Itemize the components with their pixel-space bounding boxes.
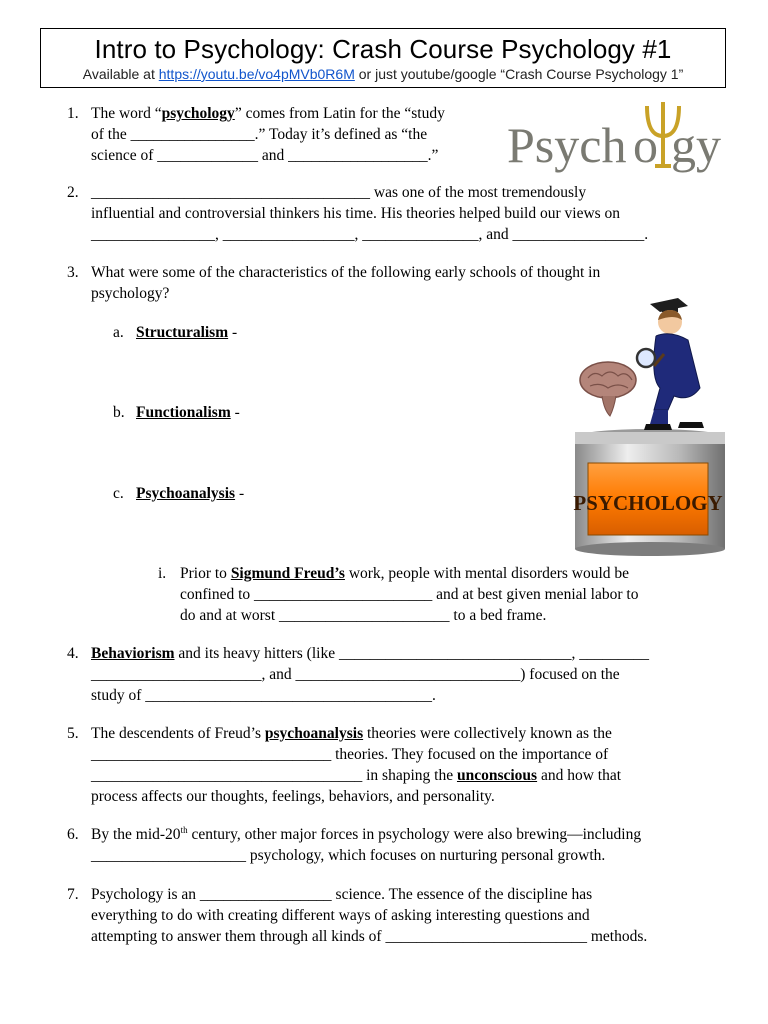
q5-text-a: The descendents of Freud’s: [91, 725, 265, 742]
brain-icon: [580, 362, 636, 416]
item-letter: a.: [113, 324, 124, 341]
question-4-line-1: [91, 643, 737, 664]
header-box: [40, 28, 726, 88]
item-dash: -: [230, 404, 240, 421]
question-5-line-4: process affects our thoughts, feelings, behaviors, and personality.: [91, 788, 495, 805]
q5-text-b: theories were collectively known as the: [363, 725, 612, 742]
question-number: 3.: [67, 264, 79, 281]
psychology-jar-clipart: [570, 292, 730, 557]
school-psychoanalysis: [113, 483, 244, 504]
q5-text-e: and how that: [537, 767, 622, 784]
svg-text:Psych: Psych: [507, 117, 627, 173]
question-7-line-2: everything to do with creating different ways of asking interesting questions and: [91, 907, 590, 924]
header-sub-prefix: Available at: [82, 66, 159, 82]
question-2-line-1: ____________________________________ was one of the most tremendously: [91, 184, 587, 201]
question-3-line-1: What were some of the characteristics of the following early schools of thought in: [91, 264, 601, 281]
psychology-logo: [505, 98, 725, 182]
question-4-line-2: ______________________, and _____________________________) focused on the: [91, 666, 620, 683]
svg-text:gy: gy: [671, 117, 721, 173]
school-functionalism: [113, 402, 240, 423]
q5-text-d: ___________________________________ in shaping the: [91, 767, 457, 784]
question-number: 6.: [67, 826, 79, 843]
question-1: [67, 103, 507, 166]
term-unconscious: unconscious: [456, 767, 538, 784]
question-1-line-2: of the ________________.” Today it’s defined as “the: [91, 126, 428, 143]
subitem-text-b: work, people with mental disorders would be: [344, 565, 630, 582]
question-4: [67, 643, 737, 706]
question-1-line-1: [91, 103, 507, 124]
question-6-line-2: ____________________ psychology, which focuses on nurturing personal growth.: [91, 847, 606, 864]
header-subtitle: [41, 65, 725, 83]
question-number: 1.: [67, 105, 79, 122]
item-dash: -: [228, 324, 238, 341]
term-psychology: psychology: [161, 105, 235, 122]
question-2: [67, 182, 737, 245]
q4-text-a: and its heavy hitters (like ______________________________, _________: [174, 645, 649, 662]
question-7-line-1: Psychology is an _________________ science. The essence of the discipline has: [91, 886, 593, 903]
term-sigmund-freud: Sigmund Freud’s: [230, 565, 345, 582]
question-5: [67, 723, 737, 807]
question-2-line-3: ________________, _________________, _______________, and _________________.: [91, 226, 649, 243]
video-link[interactable]: https://youtu.be/vo4pMVb0R6M: [158, 66, 355, 82]
q6-text-a: By the mid-20: [91, 826, 181, 843]
subitem-text-a: Prior to: [180, 565, 231, 582]
roman-numeral: i.: [158, 565, 167, 582]
question-5-line-3: [91, 765, 737, 786]
item-dash: -: [235, 485, 245, 502]
header-sub-suffix: or just youtube/google “Crash Course Psychology 1”: [354, 66, 684, 82]
q1-text-c: ” comes from Latin for the “study: [234, 105, 445, 122]
item-letter: c.: [113, 485, 124, 502]
term-structuralism: Structuralism: [136, 324, 229, 341]
question-5-line-2: _______________________________ theories. They focused on the importance of: [91, 746, 609, 763]
svg-text:PSYCHOLOGY: PSYCHOLOGY: [573, 491, 723, 515]
question-number: 2.: [67, 184, 79, 201]
question-number: 7.: [67, 886, 79, 903]
term-functionalism: Functionalism: [136, 404, 231, 421]
question-7-line-3: attempting to answer them through all kinds of __________________________ methods.: [91, 928, 648, 945]
question-3-line-2: psychology?: [91, 285, 170, 302]
term-behaviorism: Behaviorism: [91, 645, 175, 662]
question-6-line-1: [91, 824, 737, 845]
question-number: 4.: [67, 645, 79, 662]
subitem-line-2: confined to _______________________ and at best given menial labor to: [180, 586, 639, 603]
term-psychoanalysis: Psychoanalysis: [136, 485, 236, 502]
item-letter: b.: [113, 404, 125, 421]
page-title: Intro to Psychology: Crash Course Psychology #1: [94, 34, 672, 64]
question-3-subitem-i: [158, 563, 738, 626]
question-4-line-3: study of _____________________________________.: [91, 687, 436, 704]
svg-text:o: o: [633, 117, 658, 173]
question-number: 5.: [67, 725, 79, 742]
q1-text-a: The word “: [91, 105, 162, 122]
question-1-line-3: science of _____________ and __________________.”: [91, 147, 439, 164]
q6-superscript: th: [180, 824, 188, 835]
question-2-line-2: influential and controversial thinkers his time. His theories helped build our views on: [91, 205, 621, 222]
question-5-line-1: [91, 723, 737, 744]
subitem-line-3: do and at worst ______________________ to a bed frame.: [180, 607, 547, 624]
school-structuralism: [113, 322, 237, 343]
question-6: [67, 824, 737, 866]
subitem-line-1: [180, 563, 738, 584]
scholar-figure: [637, 298, 704, 430]
question-7: [67, 884, 737, 947]
q6-text-b: century, other major forces in psychology were also brewing—including: [187, 826, 642, 843]
term-psychoanalysis-2: psychoanalysis: [264, 725, 364, 742]
